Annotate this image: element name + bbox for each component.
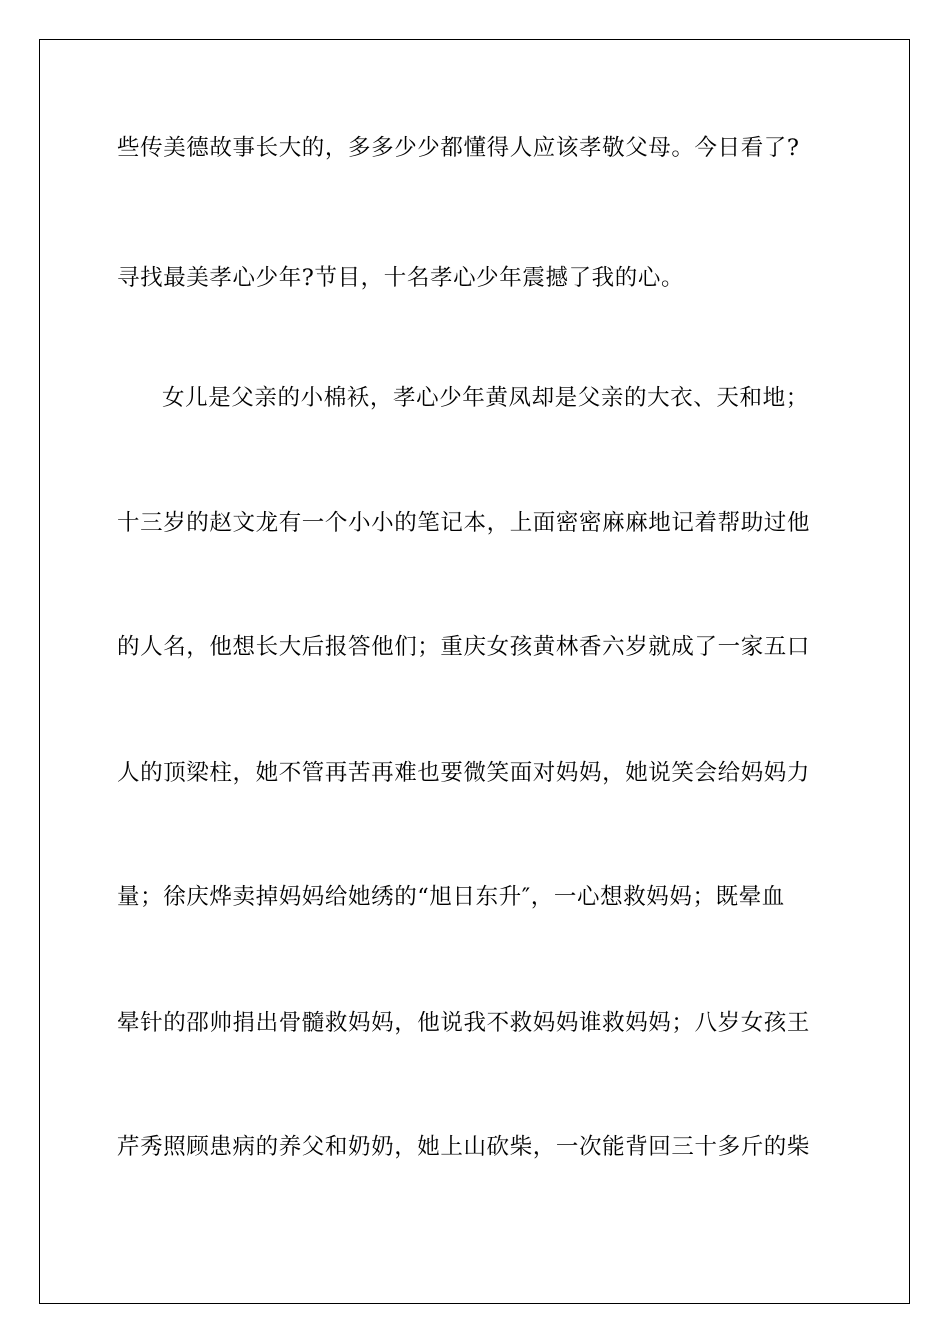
body-text-line: 量；徐庆烨卖掉妈妈给她绣的“旭日东升″，一心想救妈妈；既晕血 bbox=[117, 884, 785, 910]
body-text-line: 晕针的邵帅捐出骨髓救妈妈，他说我不救妈妈谁救妈妈；八岁女孩王 bbox=[117, 1010, 811, 1036]
body-text-line: 些传美德故事长大的，多多少少都懂得人应该孝敬父母。今日看了? bbox=[117, 135, 800, 161]
page-border bbox=[39, 39, 910, 1304]
body-text-line: 芹秀照顾患病的养父和奶奶，她上山砍柴，一次能背回三十多斤的柴 bbox=[117, 1134, 811, 1160]
paragraph-first-line: 女儿是父亲的小棉袄，孝心少年黄凤却是父亲的大衣、天和地； bbox=[162, 385, 809, 411]
body-text-line: 十三岁的赵文龙有一个小小的笔记本，上面密密麻麻地记着帮助过他 bbox=[117, 510, 811, 536]
body-text-line: 的人名，他想长大后报答他们；重庆女孩黄林香六岁就成了一家五口 bbox=[117, 634, 811, 660]
body-text-line: 人的顶梁柱，她不管再苦再难也要微笑面对妈妈，她说笑会给妈妈力 bbox=[117, 760, 811, 786]
body-text-line: 寻找最美孝心少年?节目，十名孝心少年震撼了我的心。 bbox=[117, 265, 685, 291]
